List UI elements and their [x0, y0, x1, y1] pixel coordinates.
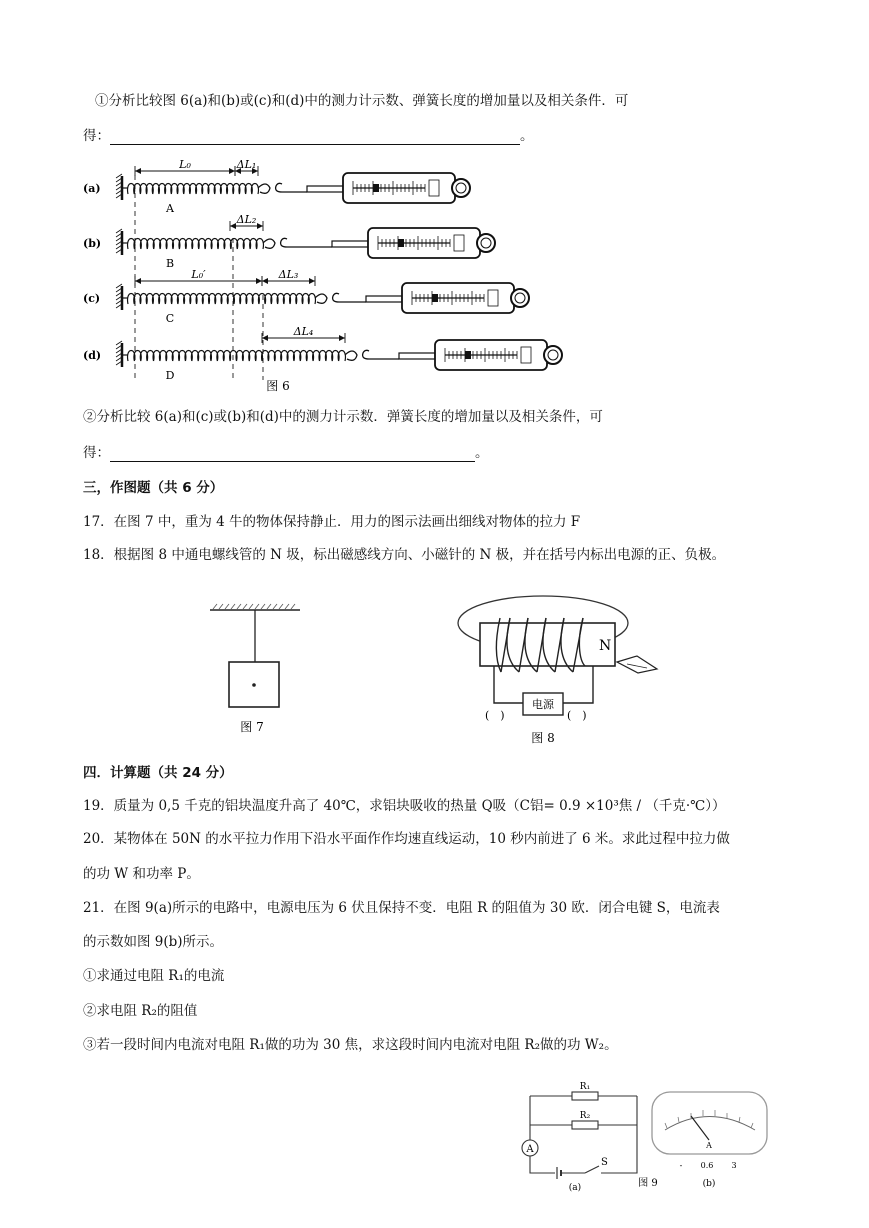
figure-6 [80, 150, 580, 395]
spring [128, 294, 316, 305]
q21-line2: 的示数如图 9(b)所示。 [83, 934, 224, 950]
solenoid-pole-label: N [599, 638, 612, 654]
fig6-row-3 [83, 268, 529, 325]
fig9a-label: (a) [568, 1183, 582, 1193]
meter-unit: A [706, 1141, 712, 1150]
terminal-0-6: 0.6 [700, 1161, 714, 1170]
delta-length-label: ΔL₂ [236, 213, 257, 226]
meter-rod [399, 353, 435, 359]
terminal-3: 3 [731, 1161, 737, 1170]
row-tag: (d) [83, 349, 102, 362]
figure-9 [515, 1078, 780, 1196]
row-tag: (c) [83, 292, 101, 305]
center-of-mass-dot [252, 683, 256, 687]
fig7-caption: 图 7 [240, 720, 264, 734]
wire-right [563, 666, 593, 703]
hook [258, 184, 270, 193]
switch-label: S [601, 1157, 608, 1168]
q16-part1-line1: ①分析比较图 6(a)和(b)或(c)和(d)中的测力计示数、弹簧长度的增加量以及相关条件．可 [95, 93, 629, 109]
delta-length-label: ΔL₁ [236, 158, 257, 171]
row-tag: (b) [83, 237, 102, 250]
resistor-r1 [572, 1092, 598, 1100]
spring [128, 239, 264, 250]
meter-rod [366, 296, 402, 302]
section3-heading: 三，作图题（共 6 分） [83, 480, 224, 496]
fig9-caption: 图 9 [638, 1178, 658, 1189]
solenoid-core [480, 623, 615, 666]
right-terminal-bracket: ( ) [567, 709, 587, 722]
q16-part1-line2 [83, 127, 534, 145]
figure-8 [455, 590, 665, 750]
q16-part2-prefix: 得： [83, 445, 110, 461]
q21-part-c: ③若一段时间内电流对电阻 R₁做的功为 30 焦，求这段时间内电流对电阻 R₂做的功 W₂。 [83, 1037, 618, 1053]
spring-letter: C [165, 312, 175, 325]
section4-heading: 四．计算题（共 24 分） [83, 765, 233, 781]
terminal-neg: - [679, 1161, 683, 1170]
q16-part1-end: 。 [520, 128, 534, 144]
answer-blank [110, 130, 520, 145]
q17-text: 17．在图 7 中，重为 4 牛的物体保持静止．用力的图示法画出细线对物体的拉力 F [83, 514, 581, 530]
q21-line1: 21．在图 9(a)所示的电路中，电源电压为 6 伏且保持不变．电阻 R 的阻值为 30 欧．闭合电键 S，电流表 [83, 900, 720, 916]
delta-length-label: ΔL₃ [278, 268, 299, 281]
ammeter-label: A [526, 1144, 534, 1155]
spring-letter: D [165, 369, 175, 382]
q21-part-a: ①求通过电阻 R₁的电流 [83, 968, 225, 984]
meter-rod [307, 186, 343, 192]
fig6-row-1 [83, 158, 470, 215]
figure-7 [205, 600, 305, 740]
spring-letter: B [165, 257, 175, 270]
r1-label: R₁ [579, 1082, 591, 1092]
meter-rod [332, 241, 368, 247]
fig9b-label: (b) [702, 1179, 716, 1189]
resistor-r2 [572, 1121, 598, 1129]
hook [345, 351, 357, 360]
hook [263, 239, 275, 248]
q20-line2: 的功 W 和功率 P。 [83, 866, 200, 882]
q19-text: 19．质量为 0,5 千克的铝块温度升高了 40℃，求铝块吸收的热量 Q吸（C铝= 0.9 ×10³焦 / （千克·℃）） [83, 798, 726, 814]
q18-text: 18．根据图 8 中通电螺线管的 N 圾，标出磁感线方向、小磁针的 N 极，并在括号内标出电源的正、负极。 [83, 547, 726, 563]
delta-length-label: ΔL₄ [293, 325, 314, 338]
fig6-row-2 [83, 213, 495, 270]
hook [315, 294, 327, 303]
q16-part2-line1: ②分析比较 6(a)和(c)或(b)和(d)中的测力计示数．弹簧长度的增加量以及相关条件，可 [83, 409, 603, 425]
spring [128, 351, 346, 362]
fig8-caption: 图 8 [531, 731, 555, 745]
row-tag: (a) [83, 182, 101, 195]
compass-needle [617, 656, 657, 673]
fig6-caption: 图 6 [266, 379, 290, 393]
answer-blank [110, 447, 475, 462]
spring-letter: A [166, 202, 174, 215]
q16-part1-prefix: 得： [83, 128, 110, 144]
q20-line1: 20．某物体在 50N 的水平拉力作用下沿水平面作作均速直线运动，10 秒内前进了 6 米。求此过程中拉力做 [83, 831, 730, 847]
q16-part2-line2 [83, 444, 489, 462]
q16-part2-end: 。 [475, 445, 489, 461]
spring [128, 184, 259, 195]
length-label: L₀′ [191, 268, 206, 281]
left-terminal-bracket: ( ) [485, 709, 505, 722]
q21-part-b: ②求电阻 R₂的阻值 [83, 1003, 198, 1019]
length-label: L₀ [179, 158, 191, 171]
power-source-label: 电源 [532, 698, 554, 711]
fig6-row-4 [83, 325, 562, 382]
r2-label: R₂ [579, 1111, 591, 1121]
